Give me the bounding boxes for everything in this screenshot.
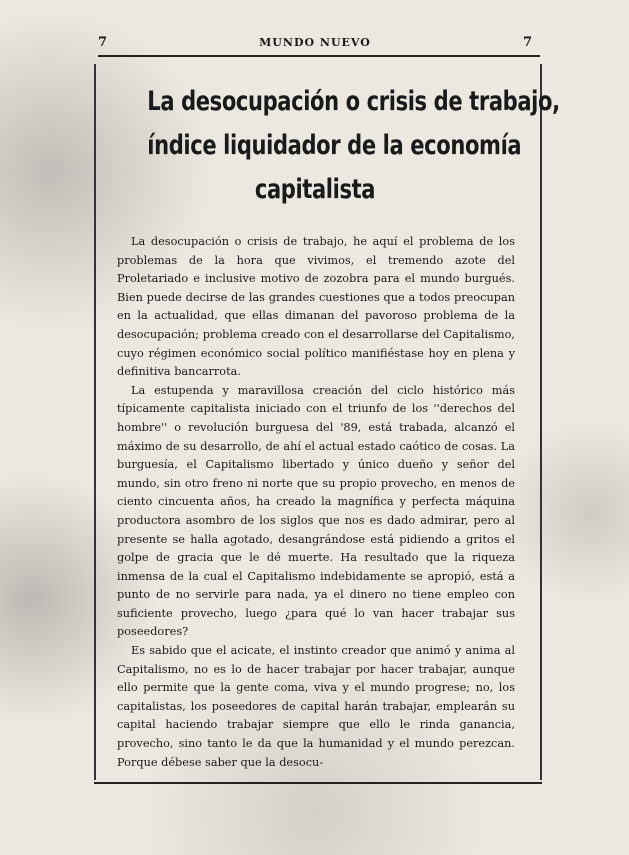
paragraph: La desocupación o crisis de trabajo, he aquí el problema de los problemas de la hora que vivimos, el tremendo azote del Proletariado e inclusive motivo de zozobra para el mundo burgués. Bien puede decirse de las grandes cuestiones que a todos preocupan en la actualidad, que ellas dimanan del pavoroso problema de la desocupación; problema creado con el desarrollarse del Capitalismo, cuyo régimen económico social político manifiéstase hoy en plena y definitiva bancarrota. — [117, 235, 515, 379]
footer-rule — [94, 782, 542, 784]
page-header — [98, 35, 532, 53]
paragraph: La estupenda y maravillosa creación del ciclo histórico más típicamente capitalista iniciado con el triunfo de los ''derechos del hombre'' o revolución burguesa del '89, está trabada, alcanzó el máximo de su desarrollo, de ahí el actual estado caótico de cosas. La burguesía, el Capitalismo libertado y único dueño y señor del mundo, sin otro freno ni norte que su propio provecho, en menos de ciento cincuenta años, ha creado la magnífica y perfecta máquina productora asombro de los siglos que nos es dado admirar, pero al presente se halla agotado, desangrándose está pidiendo a gritos el golpe de gracia que le dé muerte. Ha resultado que la riqueza inmensa de la cual el Capitalismo indebidamente se apropió, está a punto de no servirle para nada, ya el dinero no tiene empleo con suficiente provecho, luego ¿para qué lo van hacer trabajar sus poseedores? — [117, 383, 515, 639]
header-rule — [98, 55, 540, 57]
title-line: índice liquidador de la economía — [147, 130, 522, 161]
paragraph: Es sabido que el acicate, el instinto creador que animó y anima al Capitalismo, no es lo de hacer trabajar por hacer trabajar, aunque ello permite que la gente coma, viva y el mundo progrese; no, los capitalistas, los poseedores de capital harán trabajar, emplearán su capital haciendo trabajar siempre que ello le rinda ganancia, provecho, sino tanto le da que la humanidad y el mundo perezcan. Porque débese saber que la desocu- — [117, 644, 515, 769]
article-body — [117, 233, 515, 772]
article-title — [147, 80, 560, 212]
title-line: capitalista — [254, 174, 376, 205]
page-number-right: 7 — [522, 35, 532, 50]
page-number-left: 7 — [98, 35, 108, 50]
journal-title: MUNDO NUEVO — [259, 36, 371, 49]
title-line: La desocupación o crisis de trabajo, — [147, 86, 560, 117]
